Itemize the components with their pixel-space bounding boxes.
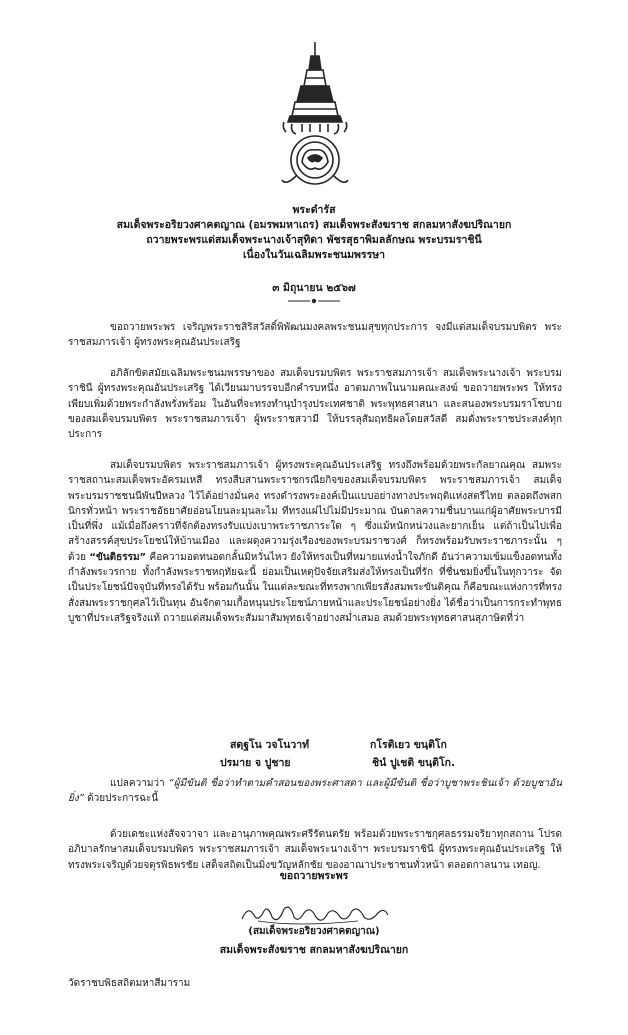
pali-verse-line-4: ชินํ ปูเชติ ขนฺติโก.	[372, 757, 455, 769]
blessing-recipient: ถวายพระพรแด่สมเด็จพระนางเจ้าสุทิดา พัชรสุธาพิมลลักษณ พระบรมราชินี	[146, 234, 482, 246]
khanti-term: “ขันติธรรม”	[89, 551, 147, 563]
occasion-text: อภิลักขิตสมัยเฉลิมพระชนมพรรษาของ สมเด็จบรมบพิตร พระราชสมภารเจ้า สมเด็จพระนางเจ้า พระบรมราชินี ผู้ทรงพระคุณอันประเสริฐ ได้เวียนมาบรรจบอีกคำรบหนึ่ง อาตมภาพในนามคณะสงฆ์ ขอถวายพระพร ให้ทรงเพียบเพิ่มด้วยพระกำลังพรั่งพร้อม ในอันที่จะทรงทำนุบำรุงประเทศชาติ พระพุทธศาสนา และสนองพระบรมราโชบายของสมเด็จบรมบพิตร พระราชสมภารเจ้า ผู้พระราชสวามี ให้บรรลุสัมฤทธิผลโดยสวัสดี สมดั่งพระราชประสงค์ทุกประการ	[68, 368, 562, 441]
decree-title: พระดำรัส	[292, 204, 336, 216]
closing-salutation: ขอถวายพระพร	[279, 870, 349, 882]
virtue-text: สมเด็จบรมบพิตร พระราชสมภารเจ้า ผู้ทรงพระคุณอันประเสริฐ ทรงถึงพร้อมด้วยพระกัลยาณคุณ สมพระราชสถานะสมเด็จพระอัครมเหสี ทรงสืบสานพระราชกรณียกิจของสมเด็จบรมบพิตร พระราชสมภารเจ้า สมเด็จพระบรมราชชนนีพันปีหลวง ไว้ได้อย่างมั่นคง ทรงดำรงพระองค์เป็นแบบอย่างทางประพฤติแห่งสตรีไทย ตลอดถึงพสกนิกรทั่วหน้า พระราชอัธยาศัยอ่อนโยนละมุนละไม ทีทรงแผ่ไปไม่มีประมาณ บันดาลความชื่นบานแก่ผู้อาศัยพระบารมีเป็นที่พึ่ง แม้เมื่อถึงคราวที่จักต้องทรงรับแบ่งเบาพระราชภาระใด ๆ ซึ่งแม้หนักหน่วงและยากเย็น แต่ถ้าเป็นไปเพื่อสร้างสรรค์สุขประโยชน์ให้บ้านเมือง และผดุงความรุ่งเรืองของพระบรมราชวงศ์ ก็ทรงพร้อมรับพระราชภาระนั้น ๆ ด้วย	[68, 460, 562, 563]
translation-tail: ด้วยประการฉะนี้	[87, 793, 159, 805]
ornamental-divider-icon	[286, 298, 342, 304]
pali-verse-line-3: ปรมาย จ ปูชาย	[220, 757, 291, 769]
patriarch-title: สมเด็จพระอริยวงศาคตญาณ (อมรพมหาเถร) สมเด็จพระสังฆราช สกลมหาสังฆปริณายก	[116, 219, 512, 231]
translation-quote: “ผู้มีขันติ ชื่อว่าทำตามคำสอนของพระศาสดา และผู้มีขันติ ชื่อว่าบูชาพระชินเจ้า ด้วยบูชาอันยิ่ง”	[68, 778, 562, 805]
blessing-text: ขอถวายพระพร เจริญพระราชสิริสวัสดิ์พิพัฒนมงคลพระชนมสุขทุกประการ จงมีแด่สมเด็จบรมบพิตร พระราชสมภารเจ้า ผู้ทรงพระคุณอันประเสริฐ	[68, 322, 562, 349]
virtue-text-continued: คือความอดทนอดกลั้นมิหวั่นไหว ยังให้ทรงเป็นที่หมายแห่งน้ำใจภักดี อันว่าความเข้มแข็งอดทนทั้งกำลังพระวรกาย ทั้งกำลังพระราชหฤทัยฉะนี้ ย่อมเป็นเหตุปัจจัยเสริมส่งให้ทรงเป็นที่รัก ที่ชื่นชมยิ่งขึ้นในทุกวาระ จัดเป็นประโยชน์ปัจจุบันที่ทรงได้รับ พร้อมกันนั้น ในแต่ละขณะที่ทรงพากเพียรสั่งสมพระขันติคุณ ก็คือขณะแห่งการที่ทรงสั่งสมพระราชกุศลไว้เป็นทุน อันจักตามเกื้อหนุนประโยชน์ภายหน้าและประโยชน์อย่างยิ่ง ได้ชื่อว่าเป็นการกระทำพุทธบูชาที่ประเสริฐจริงแท้ ถวายแด่สมเด็จพระสัมมาสัมพุทธเจ้าอย่างสม่ำเสมอ สมด้วยพระพุทธศาสนสุภาษิตที่ว่า	[68, 551, 563, 624]
decree-date: ๓ มิถุนายน ๒๕๖๗	[272, 282, 356, 294]
signer-name: (สมเด็จพระอริยวงศาคตญาณ)	[248, 926, 380, 937]
pali-verse-line-2: กโรติเยว ขนฺติโก	[370, 739, 447, 751]
virtue-paragraph	[68, 458, 562, 626]
translation-lead: แปลความว่า	[110, 778, 165, 789]
final-blessing-text: ด้วยเดชะแห่งสัจจวาจา และอานุภาพคุณพระศรีรัตนตรัย พร้อมด้วยพระราชกุศลธรรมจริยาทุกสถาน โปรดอภิบาลรักษาสมเด็จบรมบพิตร พระราชสมภารเจ้า สมเด็จพระนางเจ้าฯ พระบรมราชินี ผู้ทรงพระคุณอันประเสริฐ ให้ทรงพระเจริญด้วยจตุรพิธพรชัย เสด็จสถิตเป็นมิ่งขวัญหลักชัย ของอาณาประชาชนทั่วหน้า ตลอดกาลนาน เทอญ.	[68, 829, 562, 871]
occasion: เนื่องในวันเฉลิมพระชนมพรรษา	[242, 249, 386, 261]
blessing-paragraph	[68, 320, 562, 351]
pali-verse-line-1: สดฺฐโน วจโนวาทํ	[230, 739, 310, 751]
issuing-place: วัดราชบพิธสถิตมหาสีมาราม	[68, 978, 191, 989]
final-blessing-paragraph	[68, 827, 562, 873]
occasion-paragraph	[68, 366, 562, 442]
translation-paragraph	[68, 776, 562, 807]
signer-title: สมเด็จพระสังฆราช สกลมหาสังฆปริณายก	[219, 944, 409, 956]
crowned-monogram-emblem-icon	[278, 40, 352, 190]
